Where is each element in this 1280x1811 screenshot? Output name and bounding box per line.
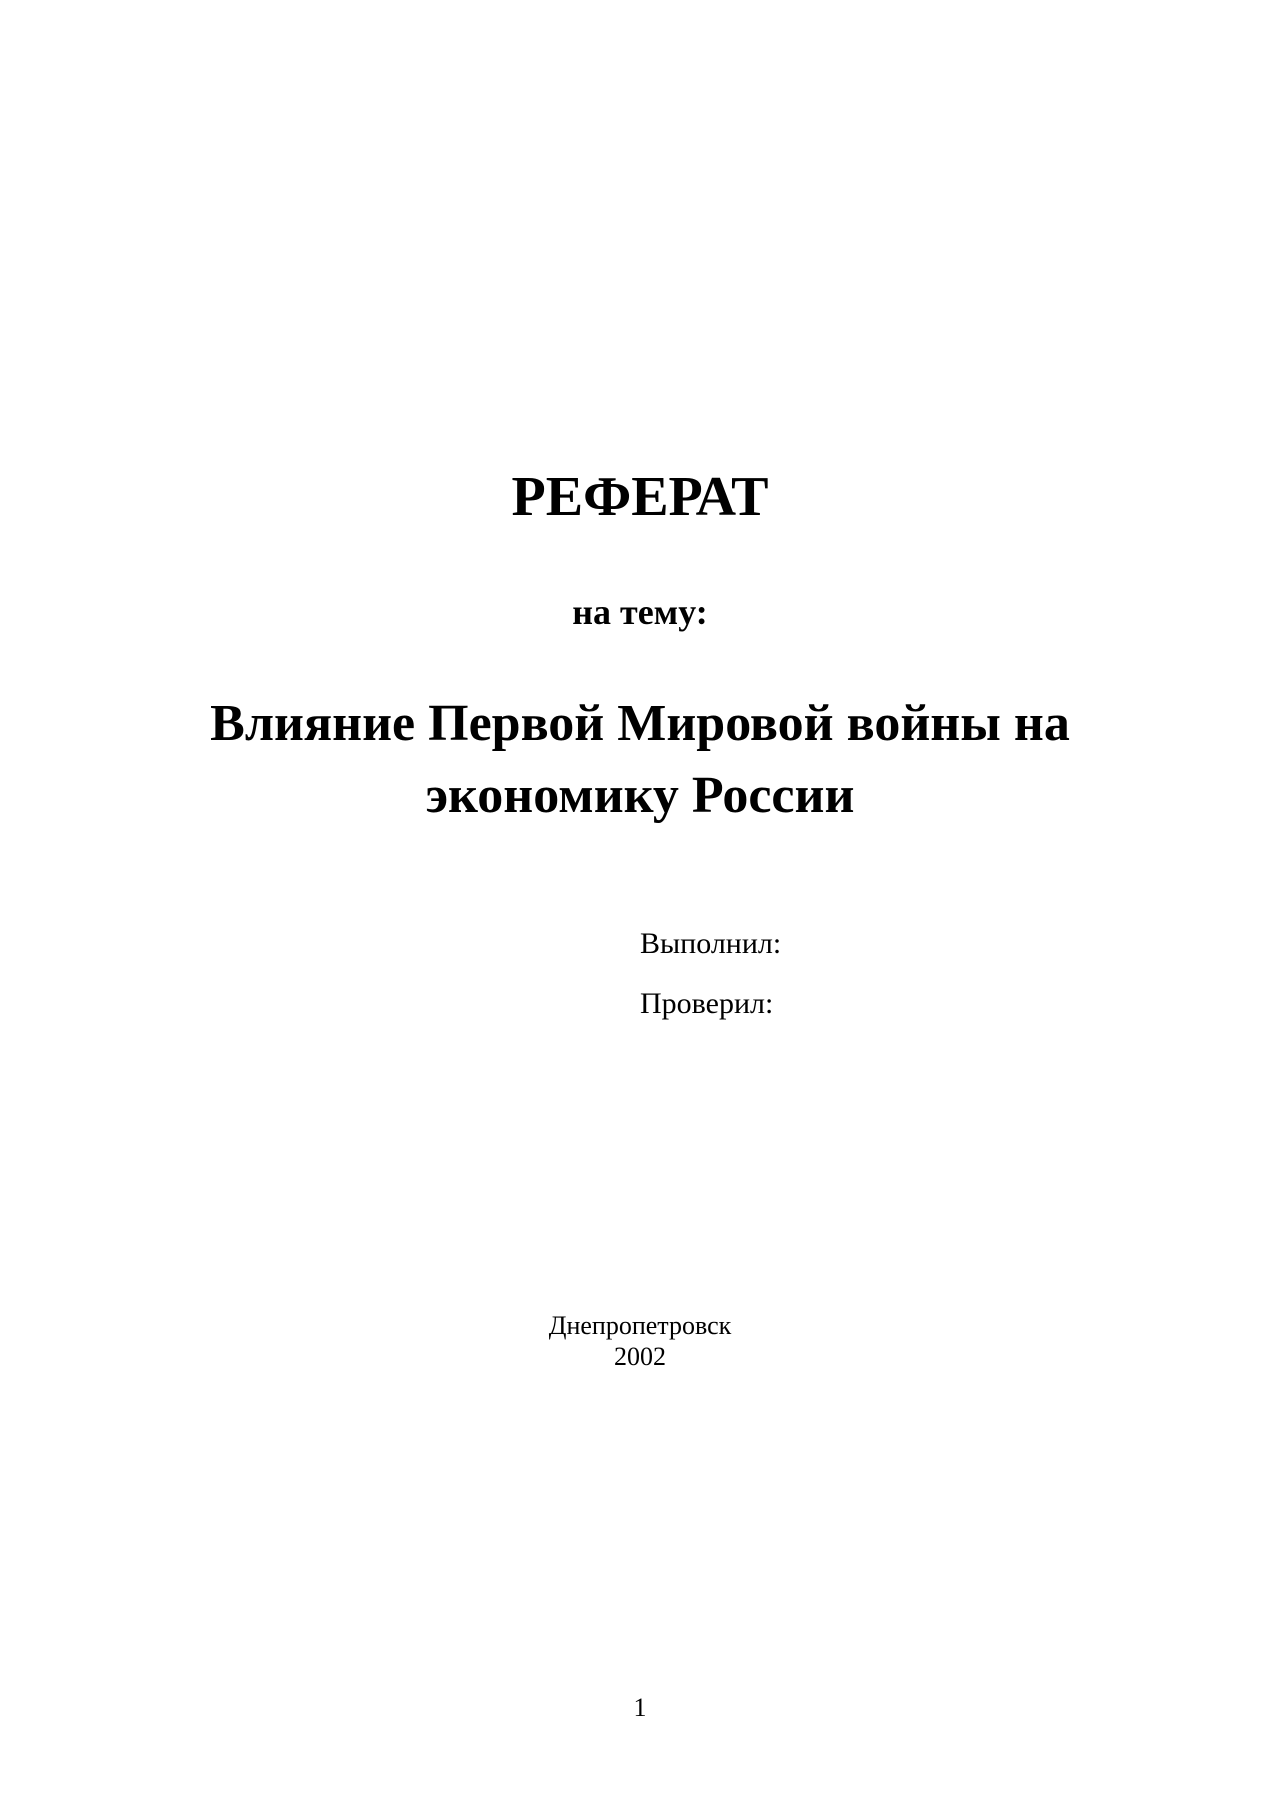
topic-title-line-1: Влияние Первой Мировой войны на: [210, 695, 1070, 752]
city: Днепропетровск: [548, 1311, 732, 1340]
subtitle: на тему:: [572, 592, 708, 632]
performed-by-label: Выполнил:: [640, 927, 782, 960]
topic-title: [0, 688, 1280, 832]
document-type-heading: РЕФЕРАТ: [511, 466, 769, 528]
topic-title-line-2: экономику России: [425, 767, 855, 824]
year: 2002: [614, 1342, 666, 1371]
page-number: 1: [633, 1693, 647, 1722]
checked-by-label: Проверил:: [640, 987, 774, 1020]
